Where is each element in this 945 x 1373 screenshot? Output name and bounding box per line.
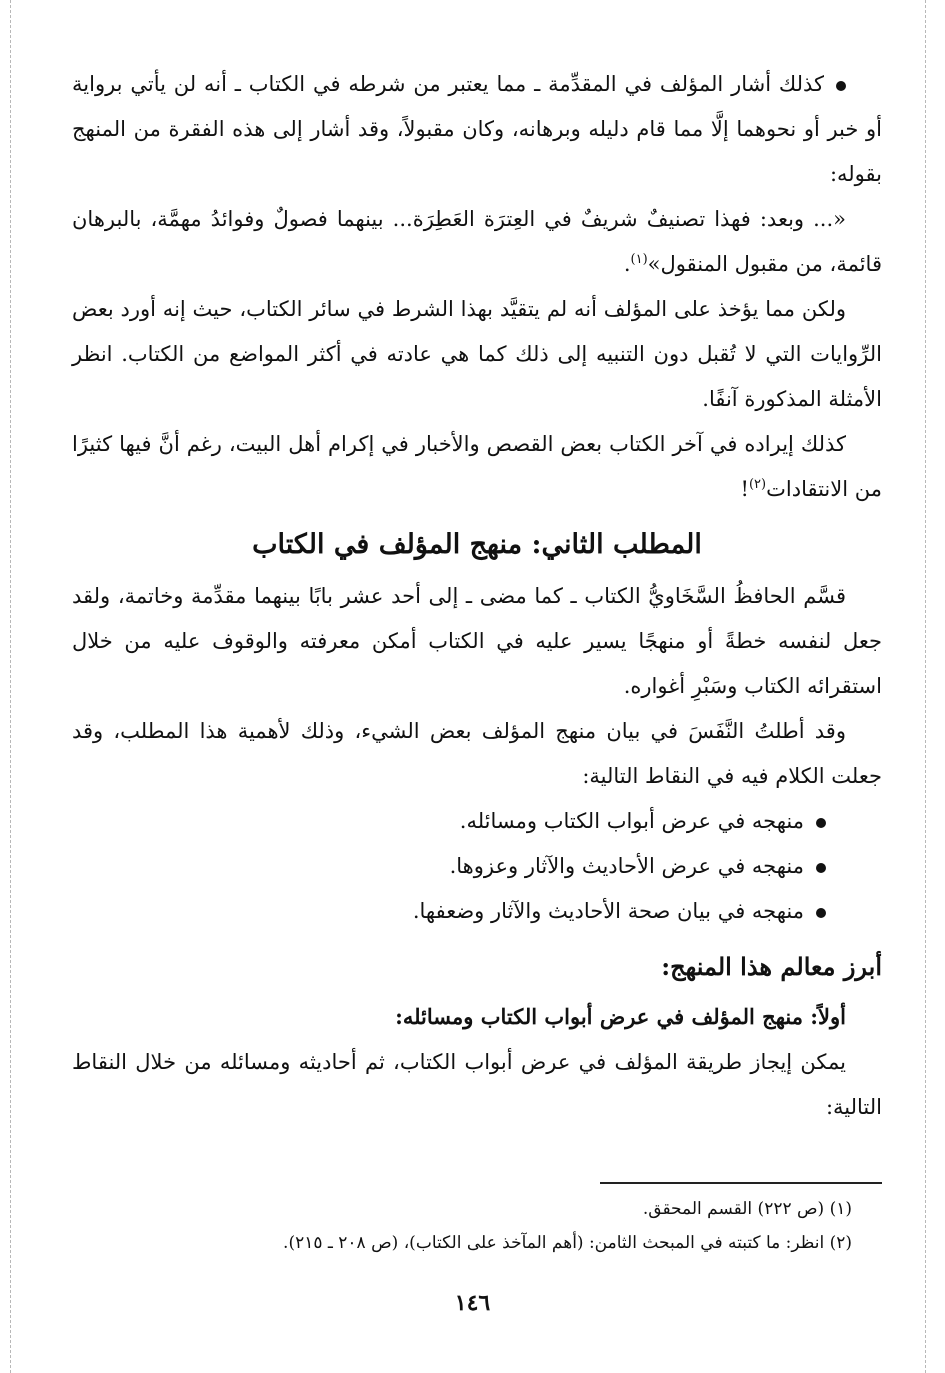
paragraph-critique: ولكن مما يؤخذ على المؤلف أنه لم يتقيَّد بهذا الشرط في سائر الكتاب، حيث إنه أورد بعض الرِّوايات التي لا تُقبل دون التنبيه إلى ذلك كما هي عادته في أكثر المواضع من الكتاب. انظر الأمثلة المذكورة آنفًا. bbox=[72, 297, 882, 411]
list-item-text: منهجه في عرض الأحاديث والآثار وعزوها. bbox=[449, 854, 804, 878]
bullet-icon bbox=[816, 863, 826, 873]
list-item bbox=[72, 799, 826, 844]
paragraph-stories bbox=[72, 422, 882, 512]
list-item-text: منهجه في عرض أبواب الكتاب ومسائله. bbox=[459, 809, 804, 833]
subheading-first: أولاً: منهج المؤلف في عرض أبواب الكتاب ومسائله: bbox=[395, 1004, 846, 1029]
quote-text: «... وبعد: فهذا تصنيفٌ شريفٌ في العِترَة العَطِرَة... بينهما فصولٌ وفوائدُ مهمَّة، بالبرهان قائمة، من مقبول المنقول» bbox=[72, 207, 882, 276]
footnote-ref-1: (١) bbox=[630, 252, 648, 267]
subheading: أبرز معالم هذا المنهج: bbox=[661, 952, 882, 981]
paragraph-text: كذلك إيراده في آخر الكتاب بعض القصص والأخبار في إكرام أهل البيت، رغم أنَّ فيها كثيرًا من الانتقادات bbox=[72, 432, 882, 501]
main-text bbox=[72, 62, 882, 1130]
right-margin-guide bbox=[925, 0, 926, 1373]
list-item bbox=[72, 889, 826, 934]
footnote-1: (١) (ص ٢٢٢) القسم المحقق. bbox=[642, 1199, 852, 1219]
paragraph-summary: يمكن إيجاز طريقة المؤلف في عرض أبواب الكتاب، ثم أحاديثه ومسائله من خلال النقاط التالية: bbox=[72, 1050, 882, 1119]
quote-paragraph bbox=[72, 197, 882, 287]
list-item-text: منهجه في بيان صحة الأحاديث والآثار وضعفها. bbox=[412, 899, 804, 923]
paragraph-end: ! bbox=[740, 477, 749, 501]
section-heading: المطلب الثاني: منهج المؤلف في الكتاب bbox=[252, 529, 702, 560]
paragraph-text: كذلك أشار المؤلف في المقدِّمة ـ مما يعتبر من شرطه في الكتاب ـ أنه لن يأتي برواية أو خبر أو نحوهما إلَّا مما قام دليله وبرهانه، وكان مقبولاً، وقد أشار إلى هذه الفقرة من المنهج بقوله: bbox=[72, 72, 882, 186]
footnote-divider bbox=[600, 1182, 882, 1184]
left-margin-guide bbox=[10, 0, 11, 1373]
paragraph-division: قسَّم الحافظُ السَّخَاويُّ الكتاب ـ كما مضى ـ إلى أحد عشر بابًا بينهما مقدِّمة وخاتمة، ولقد جعل لنفسه خطةً أو منهجًا يسير عليه في الكتاب أمكن معرفته والوقوف عليه من خلال استقرائه الكتاب وسَبْرِ أغواره. bbox=[72, 584, 882, 698]
footnotes bbox=[72, 1192, 852, 1260]
footnote-ref-2: (٢) bbox=[748, 477, 767, 492]
paragraph-author-condition bbox=[72, 62, 882, 197]
method-list bbox=[72, 799, 882, 934]
quote-end: . bbox=[623, 252, 631, 276]
page-number: ١٤٦ bbox=[454, 1290, 491, 1316]
bullet-icon bbox=[816, 818, 826, 828]
paragraph-points-intro: وقد أطلتُ النَّفَسَ في بيان منهج المؤلف بعض الشيء، وذلك لأهمية هذا المطلب، وقد جعلت الكلام فيه في النقاط التالية: bbox=[72, 719, 882, 788]
bullet-icon bbox=[836, 81, 846, 91]
bullet-icon bbox=[816, 908, 826, 918]
list-item bbox=[72, 844, 826, 889]
footnote-2: (٢) انظر: ما كتبته في المبحث الثامن: (أهم المآخذ على الكتاب)، (ص ٢٠٨ ـ ٢١٥). bbox=[283, 1233, 852, 1253]
